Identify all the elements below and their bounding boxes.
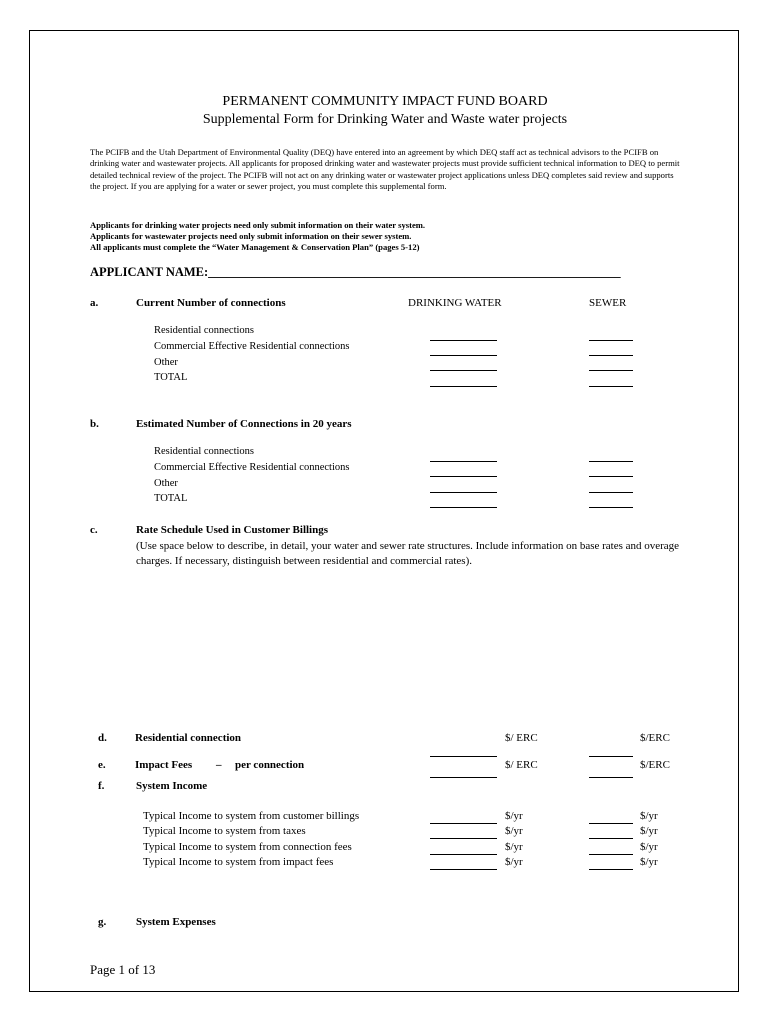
b-water-commercial-blank[interactable] [430,476,497,477]
column-drinking-water: DRINKING WATER [408,297,502,309]
section-f-title: System Income [136,780,208,792]
section-d-title: Residential connection [135,732,242,744]
f-sewer-unit-connection: $/yr [640,841,658,853]
f-sewer-unit-billings: $/yr [640,810,658,822]
section-c-description: (Use space below to describe, in detail, your water and sewer rate structures. Include information on base rates and overage charges. If necessary, distinguish between residential and commercial rates). [136,540,680,567]
f-sewer-impact-blank[interactable] [589,869,633,870]
b-row-total: TOTAL [154,493,188,504]
d-sewer-blank[interactable] [589,756,633,757]
section-c-title: Rate Schedule Used in Customer Billings [136,524,329,536]
f-water-unit-impact: $/yr [505,856,523,868]
f-sewer-unit-taxes: $/yr [640,825,658,837]
e-water-blank[interactable] [430,777,497,778]
f-water-taxes-blank[interactable] [430,838,497,839]
a-water-commercial-blank[interactable] [430,355,497,356]
section-a-title: Current Number of connections [136,297,286,309]
f-sewer-unit-impact: $/yr [640,856,658,868]
f-row-impact-fees: Typical Income to system from impact fees [143,856,334,868]
note-water: Applicants for drinking water projects need only submit information on their water system. [90,220,426,230]
a-row-commercial: Commercial Effective Residential connections [154,341,350,352]
f-sewer-billings-blank[interactable] [589,823,633,824]
section-e-title: Impact Fees [135,759,193,771]
b-row-residential: Residential connections [154,446,255,457]
b-sewer-total-blank[interactable] [589,507,633,508]
a-water-residential-blank[interactable] [430,340,497,341]
section-g-letter: g. [98,916,107,928]
section-a-letter: a. [90,297,99,309]
form-subtitle: Supplemental Form for Drinking Water and Waste water projects [202,112,568,127]
f-sewer-connection-blank[interactable] [589,854,633,855]
form-title: PERMANENT COMMUNITY IMPACT FUND BOARD [222,94,548,109]
column-sewer: SEWER [589,297,627,309]
a-row-other: Other [154,357,178,368]
b-sewer-commercial-blank[interactable] [589,476,633,477]
applicant-name-field[interactable]: APPLICANT NAME:__________________________________________________________________ [90,265,621,279]
a-row-residential: Residential connections [154,325,255,336]
section-b-title: Estimated Number of Connections in 20 years [136,418,352,430]
e-sewer-blank[interactable] [589,777,633,778]
e-sewer-unit: $/ERC [640,759,670,771]
f-sewer-taxes-blank[interactable] [589,838,633,839]
b-water-total-blank[interactable] [430,507,497,508]
section-f-letter: f. [98,780,105,792]
f-row-taxes: Typical Income to system from taxes [143,825,306,837]
f-water-billings-blank[interactable] [430,823,497,824]
a-sewer-commercial-blank[interactable] [589,355,633,356]
f-water-unit-connection: $/yr [505,841,523,853]
d-water-unit: $/ ERC [505,732,538,744]
b-row-other: Other [154,478,178,489]
section-e-letter: e. [98,759,106,771]
b-sewer-residential-blank[interactable] [589,461,633,462]
section-e-dash: – [216,759,222,771]
page-number: Page 1 of 13 [90,962,156,977]
section-c-letter: c. [90,524,98,536]
b-water-other-blank[interactable] [430,492,497,493]
intro-paragraph: The PCIFB and the Utah Department of Environmental Quality (DEQ) have entered into an agreement by which DEQ staff act as technical advisors to the PCIFB on drinking water and wastewater projects. All applicants for proposed drinking water and wastewater projects must provide sufficient technical information to DEQ to permit detailed technical review of the project. The PCIFB will not act on any drinking water or wastewater project applications unless DEQ completes said review and supports the project. If you are applying for a water or sewer project, you must complete this supplemental form. [90,147,680,191]
f-row-connection-fees: Typical Income to system from connection fees [143,841,352,853]
section-g-title: System Expenses [136,916,216,928]
b-row-commercial: Commercial Effective Residential connections [154,462,350,473]
f-water-connection-blank[interactable] [430,854,497,855]
f-water-unit-taxes: $/yr [505,825,523,837]
f-water-impact-blank[interactable] [430,869,497,870]
a-row-total: TOTAL [154,372,188,383]
b-water-residential-blank[interactable] [430,461,497,462]
a-sewer-other-blank[interactable] [589,370,633,371]
b-sewer-other-blank[interactable] [589,492,633,493]
d-sewer-unit: $/ERC [640,732,670,744]
note-wastewater: Applicants for wastewater projects need only submit information on their sewer system. [90,231,412,241]
f-water-unit-billings: $/yr [505,810,523,822]
section-e-subtitle: per connection [235,759,305,771]
section-d-letter: d. [98,732,107,744]
f-row-billings: Typical Income to system from customer billings [143,810,360,822]
a-sewer-residential-blank[interactable] [589,340,633,341]
section-b-letter: b. [90,418,99,430]
note-all: All applicants must complete the “Water Management & Conservation Plan” (pages 5-12) [90,242,420,252]
a-sewer-total-blank[interactable] [589,386,633,387]
a-water-total-blank[interactable] [430,386,497,387]
e-water-unit: $/ ERC [505,759,538,771]
d-water-blank[interactable] [430,756,497,757]
a-water-other-blank[interactable] [430,370,497,371]
